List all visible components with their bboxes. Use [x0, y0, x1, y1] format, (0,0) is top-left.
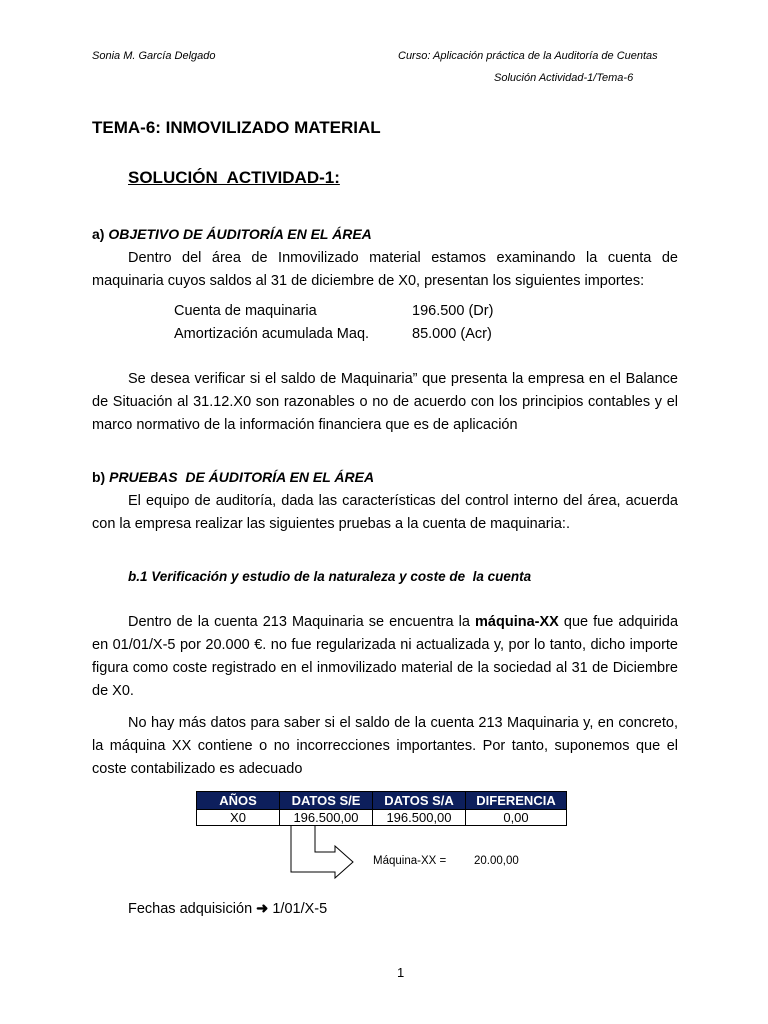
- header-author: Sonia M. García Delgado: [92, 50, 216, 62]
- account-value-2: 85.000 (Acr): [412, 326, 492, 342]
- section-a-letter: a): [92, 226, 105, 242]
- account-name-1: Cuenta de maquinaria: [174, 303, 317, 319]
- header-course: Curso: Aplicación práctica de la Auditoría de Cuentas: [398, 50, 658, 62]
- subsection-b1-paragraph-1: [92, 611, 678, 703]
- p1-text-before: Dentro de la cuenta 213 Maquinaria se encuentra la: [128, 614, 476, 630]
- p1-text-after: que fue adquirida en 01/01/X-5 por 20.000 €. no fue regularizada ni actualizada y, por lo tanto, dicho importe figura como coste registrado en el inmovilizado material de la sociedad al 31 de Diciembre de X0.: [92, 614, 679, 699]
- table-header-row: [197, 792, 567, 810]
- table-row: [197, 810, 567, 826]
- machine-xx-bold: máquina-XX: [475, 614, 559, 630]
- document-title: TEMA-6: INMOVILIZADO MATERIAL: [92, 118, 381, 137]
- subsection-b1-paragraph-2: No hay más datos para saber si el saldo de la cuenta 213 Maquinaria y, en concreto, la máquina XX contiene o no incorrecciones importantes. Por tanto, suponemos que el coste contabilizado es adecuado: [92, 715, 678, 777]
- section-b-title: PRUEBAS DE ÁUDITORÍA EN EL ÁREA: [109, 469, 375, 485]
- column-header-datos-se: DATOS S/E: [280, 792, 373, 810]
- column-header-anos: AÑOS: [197, 792, 280, 810]
- connector-arrow-icon: [285, 826, 365, 882]
- audit-data-table: [196, 791, 567, 826]
- account-value-1: 196.500 (Dr): [412, 303, 494, 319]
- cell-datos-sa: 196.500,00: [373, 810, 466, 826]
- section-a-paragraph: Dentro del área de Inmovilizado material estamos examinando la cuenta de maquinaria cuyos saldos al 31 de diciembre de X0, presentan los siguientes importes:: [92, 250, 678, 289]
- cell-diferencia: 0,00: [466, 810, 567, 826]
- arrow-note-value: 20.00,00: [474, 855, 519, 867]
- section-a-paragraph-2: Se desea verificar si el saldo de Maquinaria” que presenta la empresa en el Balance de Situación al 31.12.X0 son razonables o no de acuerdo con los principios contables y el marco normativo de la información financiera que es de aplicación: [92, 371, 678, 433]
- acquisition-date-value: 1/01/X-5: [272, 901, 328, 917]
- section-a-title: OBJETIVO DE ÁUDITORÍA EN EL ÁREA: [108, 226, 372, 242]
- column-header-diferencia: DIFERENCIA: [466, 792, 567, 810]
- section-b-heading: [92, 469, 374, 485]
- page-number: 1: [397, 965, 405, 980]
- acquisition-date-label: Fechas adquisición: [128, 901, 253, 917]
- cell-datos-se: 196.500,00: [280, 810, 373, 826]
- subsection-b1-heading: b.1 Verificación y estudio de la naturaleza y coste de la cuenta: [128, 569, 532, 584]
- right-arrow-icon: ➜: [256, 901, 269, 917]
- section-b-paragraph: El equipo de auditoría, dada las características del control interno del área, acuerda con la empresa realizar las siguientes pruebas a la cuenta de maquinaria:.: [92, 493, 678, 532]
- account-name-2: Amortización acumulada Maq.: [174, 326, 370, 342]
- section-b-letter: b): [92, 469, 106, 485]
- solution-heading: SOLUCIÓN ACTIVIDAD-1:: [128, 168, 340, 187]
- column-header-datos-sa: DATOS S/A: [373, 792, 466, 810]
- section-a-heading: [92, 226, 372, 242]
- arrow-note-label: Máquina-XX =: [373, 855, 447, 867]
- header-reference: Solución Actividad-1/Tema-6: [494, 72, 634, 84]
- acquisition-date-line: [128, 898, 327, 921]
- cell-anos: X0: [197, 810, 280, 826]
